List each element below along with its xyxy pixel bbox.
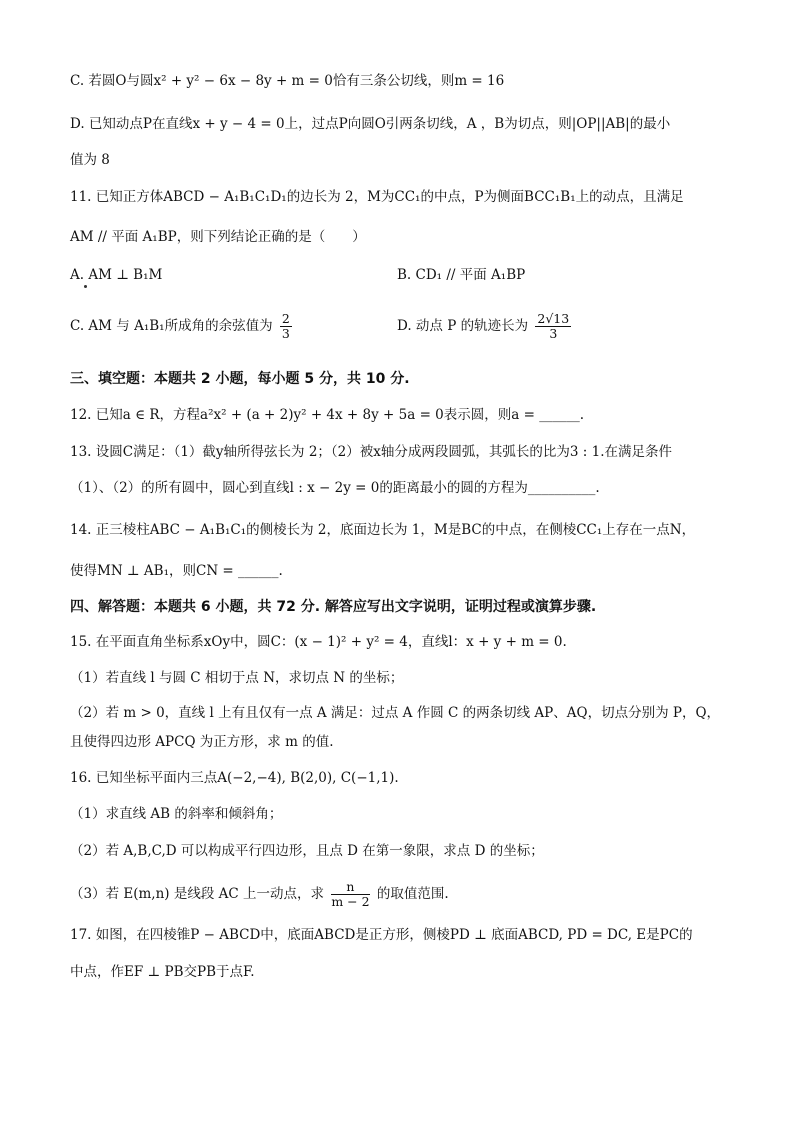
q11-option-c: C. AM 与 A₁B₁所成角的余弦值为 $\frac{2}{3}$ bbox=[70, 311, 290, 341]
q11-option-b: B. CD₁ // 平面 A₁BP bbox=[397, 267, 526, 283]
option-c-10: C. 若圆O与圆x² + y² − 6x − 8y + m = 0恰有三条公切线，则m = 16 bbox=[70, 73, 505, 89]
question-14-line1: 14. 正三棱柱ABC − A₁B₁C₁的侧棱长为 2，底面边长为 1，M是BC的中点，在侧棱CC₁上存在一点N， bbox=[70, 522, 696, 538]
q11-option-a: A. AM ⊥ B₁M bbox=[70, 267, 163, 283]
question-11-line2: AM // 平面 A₁BP，则下列结论正确的是（ ） bbox=[70, 229, 366, 245]
section-4-heading: 四、解答题：本题共 6 小题，共 72 分. 解答应写出文字说明，证明过程或演算步骤. bbox=[70, 599, 597, 615]
q11-option-d: D. 动点 P 的轨迹长为 $\frac{2√13}{3}$ bbox=[397, 311, 570, 341]
question-16-part3: （3）若 E(m,n) 是线段 AC 上一动点，求 $\frac{n}{m - 2}$ 的取值范围. bbox=[70, 879, 449, 909]
question-15-line1: 15. 在平面直角坐标系xOy中，圆C：(x − 1)² + y² = 4，直线l：x + y + m = 0. bbox=[70, 634, 567, 650]
dot-mark bbox=[84, 285, 87, 288]
fraction: $\frac{2}{3}$ bbox=[281, 311, 290, 341]
question-13-line2: （1）、（2）的所有圆中，圆心到直线l : x − 2y = 0的距离最小的圆的方程为__________. bbox=[70, 480, 600, 496]
question-14-line2: 使得MN ⊥ AB₁，则CN = ______. bbox=[70, 563, 283, 579]
question-11-line1: 11. 已知正方体ABCD − A₁B₁C₁D₁的边长为 2，M为CC₁的中点，P为侧面BCC₁B₁上的动点，且满足 bbox=[70, 189, 684, 205]
section-3-heading: 三、填空题：本题共 2 小题，每小题 5 分，共 10 分. bbox=[70, 371, 410, 387]
question-16-line1: 16. 已知坐标平面内三点A(−2,−4), B(2,0), C(−1,1). bbox=[70, 770, 399, 786]
question-12: 12. 已知a ∈ R，方程a²x² + (a + 2)y² + 4x + 8y + 5a = 0表示圆，则a = ______. bbox=[70, 407, 584, 423]
option-d-10-line2: 值为 8 bbox=[70, 152, 110, 168]
fraction: $\frac{n}{m - 2}$ bbox=[331, 879, 370, 909]
question-17-line1: 17. 如图，在四棱锥P − ABCD中，底面ABCD是正方形，侧棱PD ⊥ 底面ABCD, PD = DC, E是PC的 bbox=[70, 927, 693, 943]
question-15-part1: （1）若直线 l 与圆 C 相切于点 N，求切点 N 的坐标； bbox=[70, 670, 404, 686]
question-13-line1: 13. 设圆C满足：（1）截y轴所得弦长为 2；（2）被x轴分成两段圆弧，其弧长的比为3 : 1.在满足条件 bbox=[70, 444, 672, 460]
option-d-10-line1: D. 已知动点P在直线x + y − 4 = 0上，过点P向圆O引两条切线，A ，B为切点，则|OP||AB|的最小 bbox=[70, 116, 671, 132]
fraction: $\frac{2√13}{3}$ bbox=[537, 311, 570, 341]
question-17-line2: 中点，作EF ⊥ PB交PB于点F. bbox=[70, 964, 255, 980]
question-16-part2: （2）若 A,B,C,D 可以构成平行四边形，且点 D 在第一象限，求点 D 的坐标； bbox=[70, 843, 544, 859]
question-16-part1: （1）求直线 AB 的斜率和倾斜角； bbox=[70, 806, 283, 822]
question-15-part2-cont: 且使得四边形 APCQ 为正方形，求 m 的值. bbox=[70, 734, 334, 750]
question-15-part2: （2）若 m > 0，直线 l 上有且仅有一点 A 满足：过点 A 作圆 C 的两条切线 AP、AQ，切点分别为 P，Q， bbox=[70, 705, 721, 721]
